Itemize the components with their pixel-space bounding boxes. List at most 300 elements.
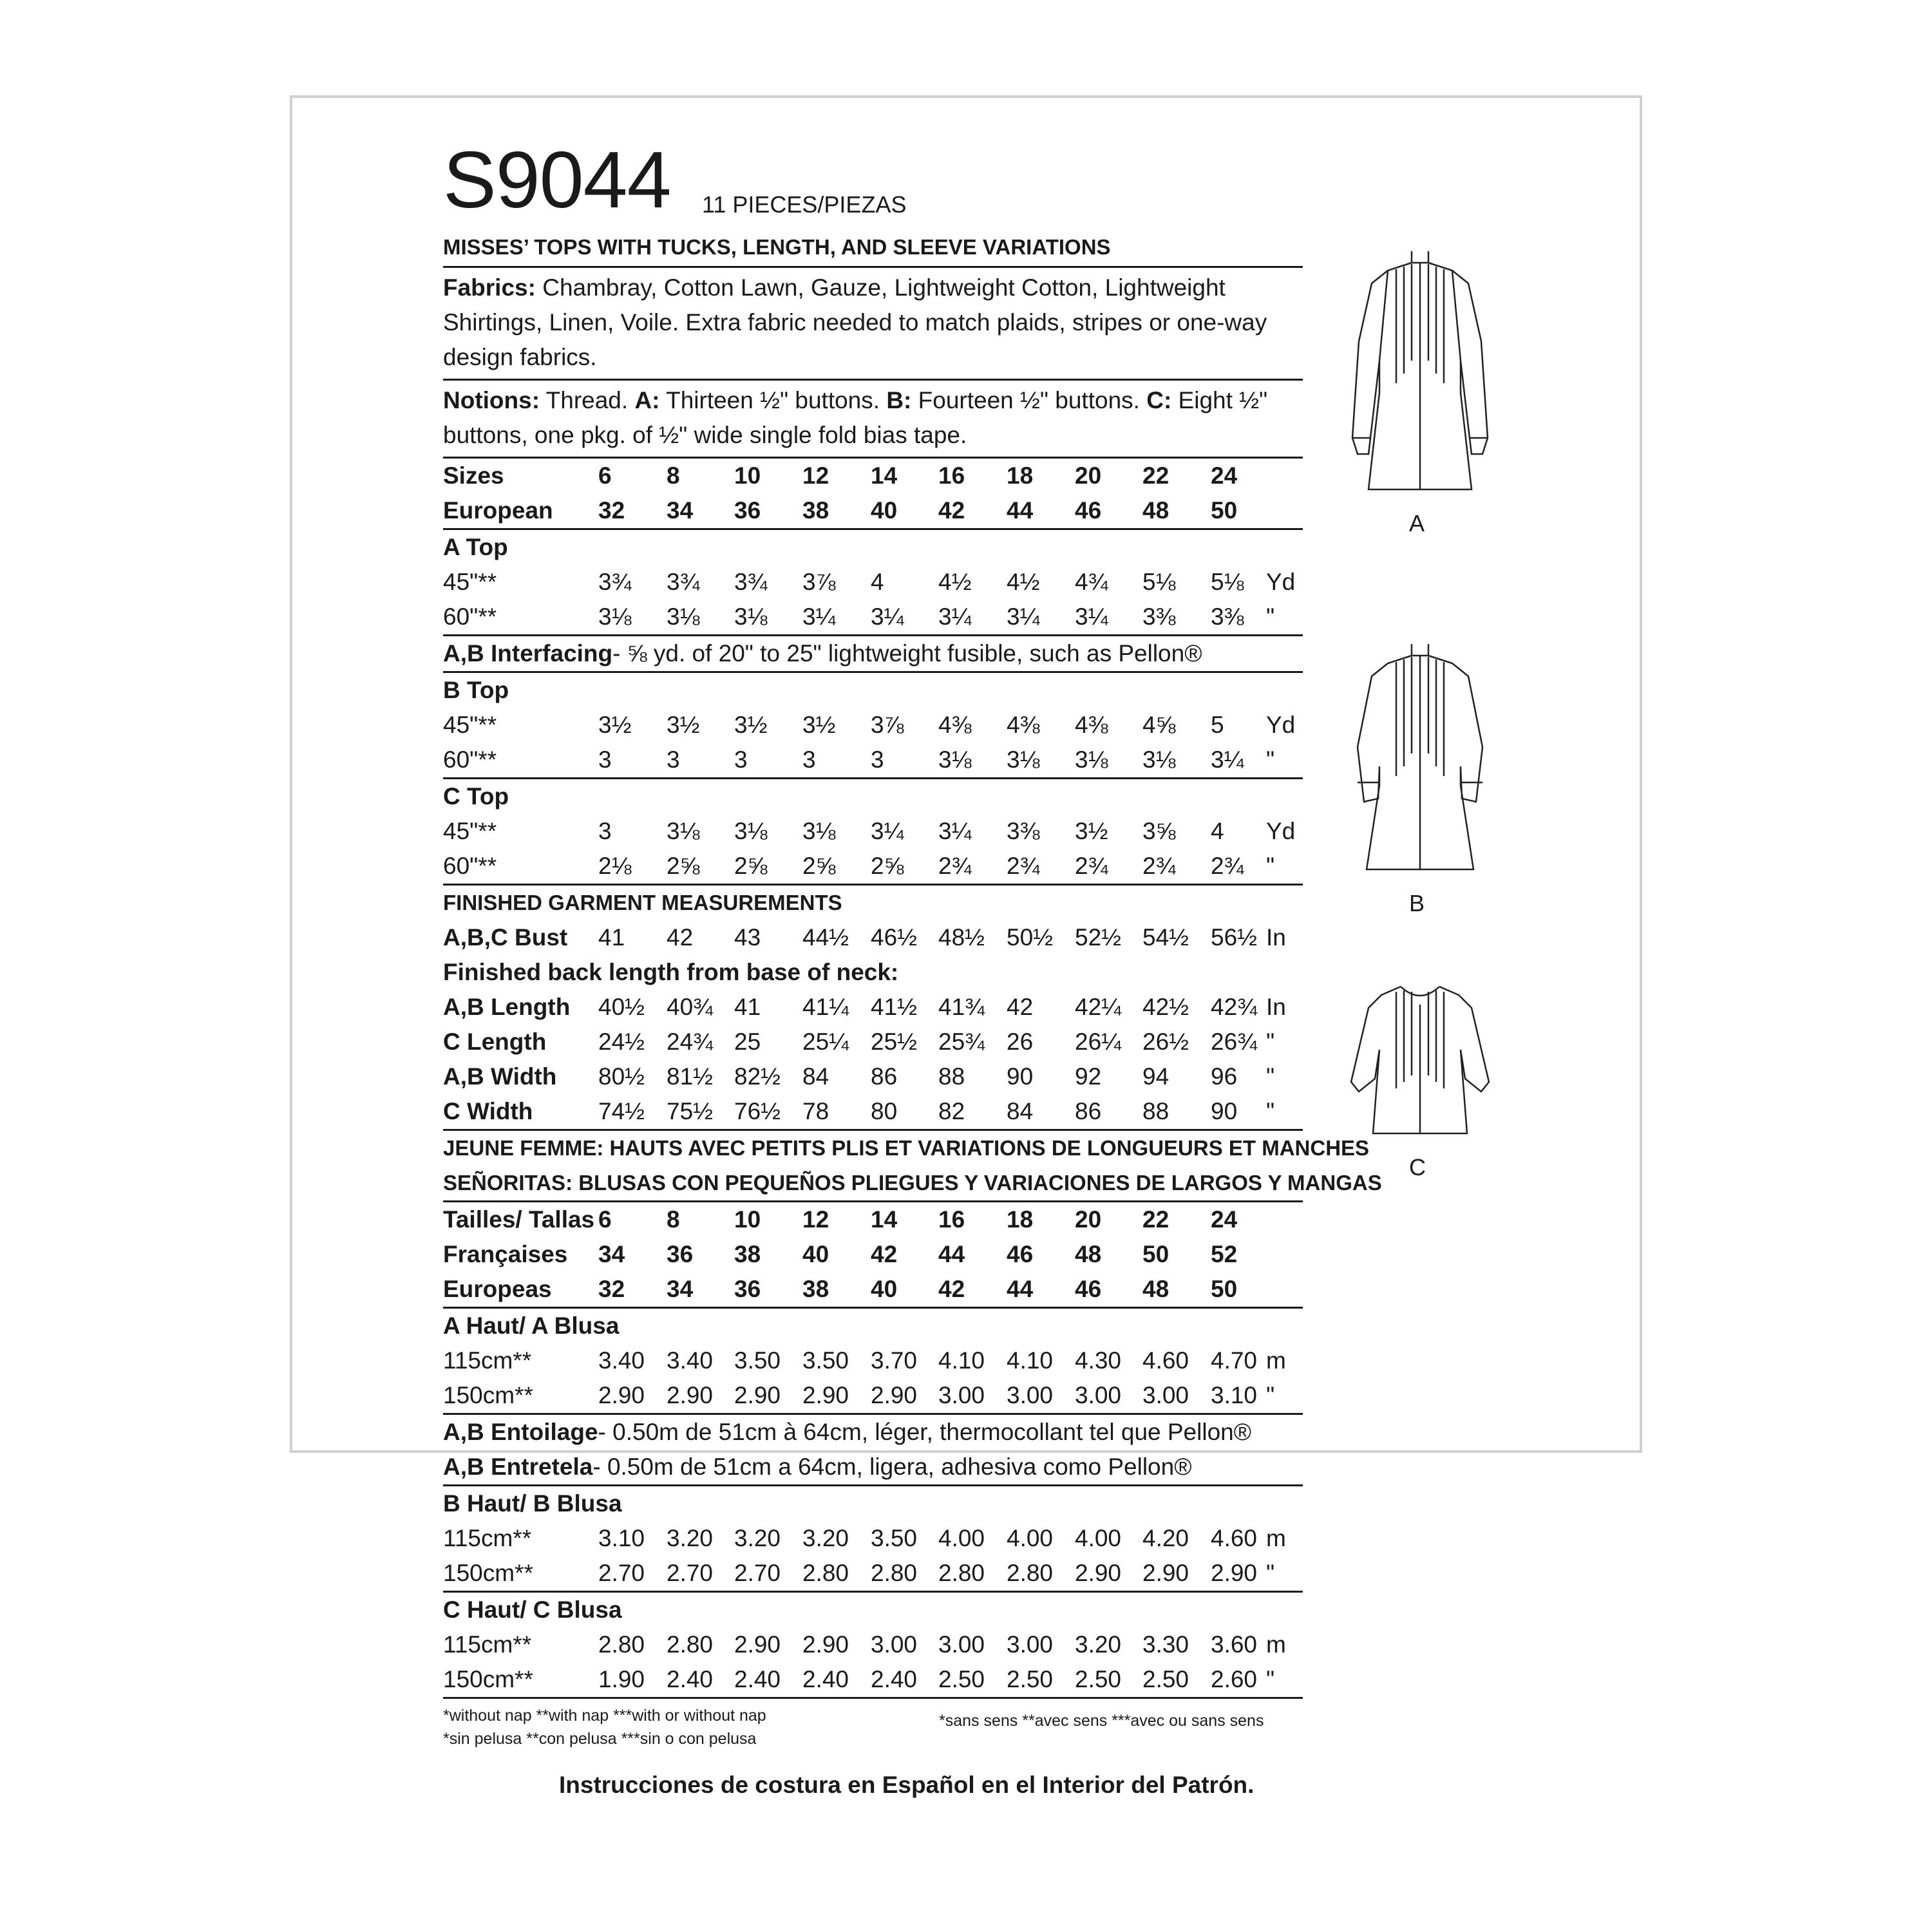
cell-value: 3¼ <box>938 603 972 630</box>
cell-value: 42¾ <box>1211 994 1258 1020</box>
row-label: Sizes <box>443 462 504 489</box>
cell-value: 25¾ <box>938 1028 985 1055</box>
cell-value: 3¾ <box>598 569 632 595</box>
row-label: 60"** <box>443 603 497 630</box>
entoilage-label: A,B Entoilage <box>443 1419 598 1445</box>
cell-value: 86 <box>871 1063 898 1090</box>
b-top-45-row <box>443 708 1303 743</box>
cell-value: 4⅝ <box>1142 712 1176 738</box>
title-french: JEUNE FEMME: HAUTS AVEC PETITS PLIS ET VARIATIONS DE LONGUEURS ET MANCHES <box>443 1136 1370 1160</box>
cell-value: 42½ <box>1142 994 1189 1020</box>
cell-value: 3⅜ <box>1211 603 1244 630</box>
cell-value: 36 <box>734 497 761 524</box>
cell-value: 80 <box>871 1098 898 1124</box>
cell-value: 3⅛ <box>667 818 700 844</box>
cell-value: 82½ <box>734 1063 781 1090</box>
cell-value: 3.00 <box>871 1631 918 1658</box>
cell-value: 3.40 <box>667 1347 714 1374</box>
cell-value: 2¾ <box>1142 853 1176 879</box>
b-top-heading: B Top <box>443 677 509 703</box>
b-haut-150-row <box>443 1556 1303 1593</box>
cell-value: 2¾ <box>1007 853 1040 879</box>
cell-value: 3 <box>734 746 748 773</box>
c-top-heading: C Top <box>443 783 509 810</box>
cell-value: 26¼ <box>1075 1028 1122 1055</box>
cell-value: 3⅛ <box>598 603 632 630</box>
cell-value: 41¾ <box>938 994 985 1020</box>
cell-value: 4 <box>1211 818 1224 844</box>
cell-value: 22 <box>1142 462 1170 489</box>
notions-a-text: Thirteen ½" buttons. <box>659 387 887 413</box>
cell-value: 44 <box>1007 497 1034 524</box>
back-length-note: Finished back length from base of neck: <box>443 959 899 985</box>
cell-value: 3.00 <box>938 1382 985 1408</box>
entoilage-text: - 0.50m de 51cm à 64cm, léger, thermocollant tel que Pellon® <box>598 1419 1251 1445</box>
cell-value: 44½ <box>802 924 849 951</box>
cell-value: 44 <box>1007 1276 1034 1302</box>
cell-value: 3.00 <box>1007 1631 1054 1658</box>
c-width-row <box>443 1094 1303 1131</box>
cell-value: 2.90 <box>802 1382 849 1408</box>
cell-value: 3.10 <box>1211 1382 1258 1408</box>
cell-value: 16 <box>938 1206 965 1233</box>
c-haut-heading: C Haut/ C Blusa <box>443 1596 622 1623</box>
europeas-row <box>443 1272 1303 1309</box>
cell-value: 88 <box>938 1063 965 1090</box>
cell-value: 92 <box>1075 1063 1102 1090</box>
footnotes <box>443 1699 1303 1750</box>
row-label: A,B Width <box>443 1063 557 1090</box>
fabrics-label: Fabrics: <box>443 274 536 301</box>
cell-value: 41¼ <box>802 994 849 1020</box>
cell-value: 2.80 <box>598 1631 645 1658</box>
cell-value: 24¾ <box>667 1028 714 1055</box>
cell-value: 4¾ <box>1075 569 1108 595</box>
cell-value: 3½ <box>1075 818 1108 844</box>
european-row <box>443 493 1303 530</box>
entretela-text: - 0.50m de 51cm a 64cm, ligera, adhesiva como Pellon® <box>592 1454 1192 1480</box>
cell-value: 3½ <box>598 712 632 738</box>
cell-value: 4.60 <box>1142 1347 1189 1374</box>
view-b-sketch <box>1340 638 1501 916</box>
cell-value: 40¾ <box>667 994 714 1020</box>
cell-value: 3½ <box>802 712 836 738</box>
cell-value: 3 <box>598 746 612 773</box>
francaises-row <box>443 1237 1303 1272</box>
cell-value: 96 <box>1211 1063 1238 1090</box>
cell-value: 3⅛ <box>734 603 768 630</box>
a-haut-150-row <box>443 1378 1303 1415</box>
cell-value: 26 <box>1007 1028 1034 1055</box>
cell-value: 84 <box>1007 1098 1034 1124</box>
cell-value: 20 <box>1075 1206 1102 1233</box>
cell-value: 40 <box>871 497 898 524</box>
cell-value: 3¼ <box>1211 746 1244 773</box>
notions-b-text: Fourteen ½" buttons. <box>911 387 1147 413</box>
ab-length-row <box>443 990 1303 1025</box>
cell-value: 3⅛ <box>1007 746 1040 773</box>
cell-value: 3 <box>667 746 680 773</box>
cell-value: 4.70 <box>1211 1347 1258 1374</box>
cell-value: 25½ <box>871 1028 918 1055</box>
cell-value: 8 <box>667 1206 680 1233</box>
cell-value: 48½ <box>938 924 985 951</box>
cell-value: 3⅛ <box>1142 746 1176 773</box>
cell-value: 3¾ <box>734 569 768 595</box>
cell-value: 36 <box>667 1241 694 1267</box>
cell-value: 2.60 <box>1211 1666 1258 1692</box>
row-label: 150cm** <box>443 1666 533 1692</box>
cell-value: 2.70 <box>598 1560 645 1586</box>
cell-value: 3.20 <box>802 1525 849 1551</box>
pattern-number: S9044 <box>443 136 671 225</box>
cell-value: 3⅛ <box>1075 746 1108 773</box>
cell-value: 2.90 <box>734 1382 781 1408</box>
cell-value: 4.00 <box>1075 1525 1122 1551</box>
a-haut-heading: A Haut/ A Blusa <box>443 1312 620 1339</box>
cell-value: 42¼ <box>1075 994 1122 1020</box>
cell-value: 2¾ <box>938 853 972 879</box>
footnote-spanish: *sin pelusa **con pelusa ***sin o con pelusa <box>443 1730 757 1748</box>
cell-value: 4.10 <box>938 1347 985 1374</box>
row-label: A,B Length <box>443 994 571 1020</box>
cell-value: 2.90 <box>1075 1560 1122 1586</box>
cell-value: 3 <box>598 818 612 844</box>
cell-value: 43 <box>734 924 761 951</box>
cell-value: 94 <box>1142 1063 1170 1090</box>
interfacing-english <box>443 636 1303 673</box>
cell-value: 82 <box>938 1098 965 1124</box>
notions-thread: Thread. <box>540 387 635 413</box>
cell-value: 2.50 <box>1142 1666 1189 1692</box>
entretela-label: A,B Entretela <box>443 1454 593 1480</box>
cell-value: 90 <box>1007 1063 1034 1090</box>
cell-value: 1.90 <box>598 1666 645 1692</box>
cell-value: 4½ <box>938 569 972 595</box>
c-top-60-row <box>443 849 1303 886</box>
cell-value: 54½ <box>1142 924 1189 951</box>
c-top-45-row <box>443 814 1303 849</box>
bust-row <box>443 920 1303 955</box>
cell-value: 50 <box>1211 1276 1238 1302</box>
cell-value: 3.30 <box>1142 1631 1189 1658</box>
a-haut-115-row <box>443 1343 1303 1378</box>
row-label: European <box>443 497 553 524</box>
cell-value: 5⅛ <box>1211 569 1244 595</box>
row-unit: " <box>1266 1382 1275 1408</box>
cell-value: 2.80 <box>1007 1560 1054 1586</box>
cell-value: 2.70 <box>667 1560 714 1586</box>
view-a-label: A <box>1409 510 1425 536</box>
row-unit: " <box>1266 1098 1275 1124</box>
cell-value: 3⅛ <box>938 746 972 773</box>
cell-value: 75½ <box>667 1098 714 1124</box>
title-spanish: SEÑORITAS: BLUSAS CON PEQUEÑOS PLIEGUES Y VARIACIONES DE LARGOS Y MANGAS <box>443 1166 1303 1202</box>
cell-value: 2.80 <box>667 1631 714 1658</box>
cell-value: 3¼ <box>938 818 972 844</box>
cell-value: 3.60 <box>1211 1631 1258 1658</box>
cell-value: 10 <box>734 462 761 489</box>
cell-value: 86 <box>1075 1098 1102 1124</box>
c-length-row <box>443 1025 1303 1059</box>
cell-value: 3⅛ <box>667 603 700 630</box>
cell-value: 3½ <box>667 712 700 738</box>
cell-value: 48 <box>1075 1241 1102 1267</box>
cell-value: 2.40 <box>802 1666 849 1692</box>
cell-value: 46½ <box>871 924 918 951</box>
row-label: 45"** <box>443 712 497 738</box>
cell-value: 4.00 <box>1007 1525 1054 1551</box>
cell-value: 52 <box>1211 1241 1238 1267</box>
tailles-row <box>443 1202 1303 1237</box>
cell-value: 3⅛ <box>802 818 836 844</box>
cell-value: 2⅛ <box>598 853 632 879</box>
cell-value: 24 <box>1211 462 1238 489</box>
cell-value: 52½ <box>1075 924 1122 951</box>
cell-value: 4.30 <box>1075 1347 1122 1374</box>
cell-value: 88 <box>1142 1098 1170 1124</box>
cell-value: 3¼ <box>871 818 904 844</box>
row-label: 115cm** <box>443 1347 532 1374</box>
a-top-heading: A Top <box>443 534 508 560</box>
cell-value: 40 <box>871 1276 898 1302</box>
cell-value: 3.10 <box>598 1525 645 1551</box>
cell-value: 3¼ <box>802 603 836 630</box>
notions-b: B: <box>886 387 912 413</box>
cell-value: 2⅝ <box>802 853 836 879</box>
cell-value: 20 <box>1075 462 1102 489</box>
cell-value: 3¼ <box>1075 603 1108 630</box>
cell-value: 42 <box>938 497 965 524</box>
cell-value: 10 <box>734 1206 761 1233</box>
cell-value: 3.50 <box>871 1525 918 1551</box>
cell-value: 41½ <box>871 994 918 1020</box>
cell-value: 2.80 <box>871 1560 918 1586</box>
row-label: 115cm** <box>443 1525 532 1551</box>
cell-value: 2.50 <box>938 1666 985 1692</box>
view-a-sketch <box>1340 245 1501 536</box>
cell-value: 76½ <box>734 1098 781 1124</box>
pattern-back-content <box>443 135 1382 1750</box>
cell-value: 3.20 <box>1075 1631 1122 1658</box>
b-haut-heading: B Haut/ B Blusa <box>443 1490 622 1517</box>
row-unit: Yd <box>1266 712 1296 738</box>
cell-value: 3¼ <box>1007 603 1040 630</box>
cell-value: 42 <box>1007 994 1034 1020</box>
cell-value: 32 <box>598 1276 625 1302</box>
view-b-drawing <box>1340 638 1501 882</box>
row-label: C Length <box>443 1028 547 1055</box>
cell-value: 3⅞ <box>871 712 904 738</box>
view-c-sketch <box>1340 979 1501 1180</box>
cell-value: 2¾ <box>1211 853 1244 879</box>
cell-value: 4⅜ <box>1007 712 1040 738</box>
cell-value: 3¾ <box>667 569 700 595</box>
cell-value: 25 <box>734 1028 761 1055</box>
title-english: MISSES’ TOPS WITH TUCKS, LENGTH, AND SLEEVE VARIATIONS <box>443 229 1303 268</box>
footnote-english: *without nap **with nap ***with or without nap <box>443 1707 766 1725</box>
row-unit: " <box>1266 603 1275 630</box>
row-unit: Yd <box>1266 569 1296 595</box>
cell-value: 2.90 <box>667 1382 714 1408</box>
cell-value: 3¼ <box>871 603 904 630</box>
cell-value: 41 <box>734 994 761 1020</box>
notions-c-text: Eight ½" buttons, one pkg. of ½" wide single fold bias tape. <box>443 387 1268 448</box>
pattern-header <box>443 135 1303 229</box>
cell-value: 56½ <box>1211 924 1258 951</box>
cell-value: 5⅛ <box>1142 569 1176 595</box>
row-unit: " <box>1266 1560 1275 1586</box>
cell-value: 3.00 <box>1075 1382 1122 1408</box>
cell-value: 2.90 <box>871 1382 918 1408</box>
cell-value: 2⅝ <box>734 853 768 879</box>
cell-value: 2.90 <box>598 1382 645 1408</box>
cell-value: 12 <box>802 1206 829 1233</box>
row-unit: " <box>1266 1666 1275 1692</box>
cell-value: 3.50 <box>802 1347 849 1374</box>
cell-value: 3.00 <box>1142 1382 1189 1408</box>
cell-value: 4½ <box>1007 569 1040 595</box>
cell-value: 4.60 <box>1211 1525 1258 1551</box>
view-c-label: C <box>1409 1154 1426 1180</box>
cell-value: 2.90 <box>802 1631 849 1658</box>
row-label: 60"** <box>443 853 497 879</box>
b-top-60-row <box>443 743 1303 779</box>
cell-value: 8 <box>667 462 680 489</box>
cell-value: 3½ <box>734 712 768 738</box>
cell-value: 14 <box>871 462 898 489</box>
b-haut-115-row <box>443 1521 1303 1556</box>
entretela-line <box>443 1450 1303 1486</box>
fabrics-text <box>443 268 1303 381</box>
row-label: C Width <box>443 1098 533 1124</box>
row-unit: m <box>1266 1347 1286 1374</box>
ab-width-row <box>443 1059 1303 1094</box>
cell-value: 32 <box>598 497 625 524</box>
cell-value: 50 <box>1211 497 1238 524</box>
cell-value: 3⅜ <box>1142 603 1176 630</box>
row-label: Tailles/ Tallas <box>443 1206 595 1233</box>
row-label: 45"** <box>443 569 497 595</box>
row-unit: " <box>1266 746 1275 773</box>
cell-value: 84 <box>802 1063 829 1090</box>
cell-value: 14 <box>871 1206 898 1233</box>
cell-value: 6 <box>598 462 612 489</box>
cell-value: 2.70 <box>734 1560 781 1586</box>
cell-value: 3.20 <box>734 1525 781 1551</box>
cell-value: 46 <box>1075 497 1102 524</box>
cell-value: 16 <box>938 462 965 489</box>
cell-value: 38 <box>802 1276 829 1302</box>
spanish-instructions-note: Instrucciones de costura en Español en el Interior del Patrón. <box>559 1772 1255 1798</box>
cell-value: 46 <box>1075 1276 1102 1302</box>
cell-value: 48 <box>1142 1276 1170 1302</box>
row-label: A,B,C Bust <box>443 924 568 951</box>
c-haut-150-row <box>443 1662 1303 1699</box>
notions-a: A: <box>634 387 660 413</box>
cell-value: 34 <box>598 1241 625 1267</box>
row-label: 115cm** <box>443 1631 532 1658</box>
cell-value: 2¾ <box>1075 853 1108 879</box>
cell-value: 2.90 <box>1211 1560 1258 1586</box>
cell-value: 4 <box>871 569 884 595</box>
cell-value: 2⅝ <box>667 853 700 879</box>
finished-measurements-heading: FINISHED GARMENT MEASUREMENTS <box>443 891 842 914</box>
cell-value: 2.80 <box>802 1560 849 1586</box>
row-unit: " <box>1266 1063 1275 1090</box>
cell-value: 78 <box>802 1098 829 1124</box>
cell-value: 40 <box>802 1241 829 1267</box>
cell-value: 4.00 <box>938 1525 985 1551</box>
cell-value: 5 <box>1211 712 1224 738</box>
cell-value: 42 <box>871 1241 898 1267</box>
cell-value: 3.00 <box>938 1631 985 1658</box>
cell-value: 25¼ <box>802 1028 849 1055</box>
pieces-count: 11 PIECES/PIEZAS <box>702 191 907 218</box>
cell-value: 22 <box>1142 1206 1170 1233</box>
cell-value: 36 <box>734 1276 761 1302</box>
a-top-60-row <box>443 600 1303 636</box>
cell-value: 26¾ <box>1211 1028 1258 1055</box>
cell-value: 34 <box>667 497 694 524</box>
row-label: 150cm** <box>443 1382 533 1408</box>
cell-value: 6 <box>598 1206 612 1233</box>
row-unit: m <box>1266 1525 1286 1551</box>
cell-value: 90 <box>1211 1098 1238 1124</box>
view-c-drawing <box>1340 979 1501 1146</box>
row-label: 60"** <box>443 746 497 773</box>
cell-value: 18 <box>1007 462 1034 489</box>
notions-c: C: <box>1146 387 1172 413</box>
cell-value: 2.50 <box>1007 1666 1054 1692</box>
notions-text <box>443 381 1303 459</box>
cell-value: 4.20 <box>1142 1525 1189 1551</box>
row-unit: " <box>1266 1028 1275 1055</box>
cell-value: 24½ <box>598 1028 645 1055</box>
row-unit: m <box>1266 1631 1286 1658</box>
cell-value: 50 <box>1142 1241 1170 1267</box>
cell-value: 18 <box>1007 1206 1034 1233</box>
cell-value: 38 <box>802 497 829 524</box>
footnote-french: *sans sens **avec sens ***avec ou sans sens <box>939 1712 1264 1730</box>
cell-value: 12 <box>802 462 829 489</box>
cell-value: 26½ <box>1142 1028 1189 1055</box>
row-unit: " <box>1266 853 1275 879</box>
row-unit: In <box>1266 924 1286 951</box>
cell-value: 4⅜ <box>1075 712 1108 738</box>
cell-value: 3⅞ <box>802 569 836 595</box>
cell-value: 3.50 <box>734 1347 781 1374</box>
c-haut-115-row <box>443 1627 1303 1662</box>
cell-value: 42 <box>938 1276 965 1302</box>
cell-value: 3 <box>871 746 884 773</box>
cell-value: 80½ <box>598 1063 645 1090</box>
cell-value: 46 <box>1007 1241 1034 1267</box>
cell-value: 3.70 <box>871 1347 918 1374</box>
row-label: 150cm** <box>443 1560 533 1586</box>
interfacing-label: A,B Interfacing <box>443 640 613 667</box>
sizes-row <box>443 459 1303 493</box>
cell-value: 3⅛ <box>734 818 768 844</box>
row-label: 45"** <box>443 818 497 844</box>
cell-value: 2.40 <box>667 1666 714 1692</box>
cell-value: 40½ <box>598 994 645 1020</box>
view-b-label: B <box>1409 890 1425 916</box>
cell-value: 3⅝ <box>1142 818 1176 844</box>
cell-value: 2.90 <box>1142 1560 1189 1586</box>
view-a-drawing <box>1340 245 1501 502</box>
cell-value: 2.40 <box>871 1666 918 1692</box>
